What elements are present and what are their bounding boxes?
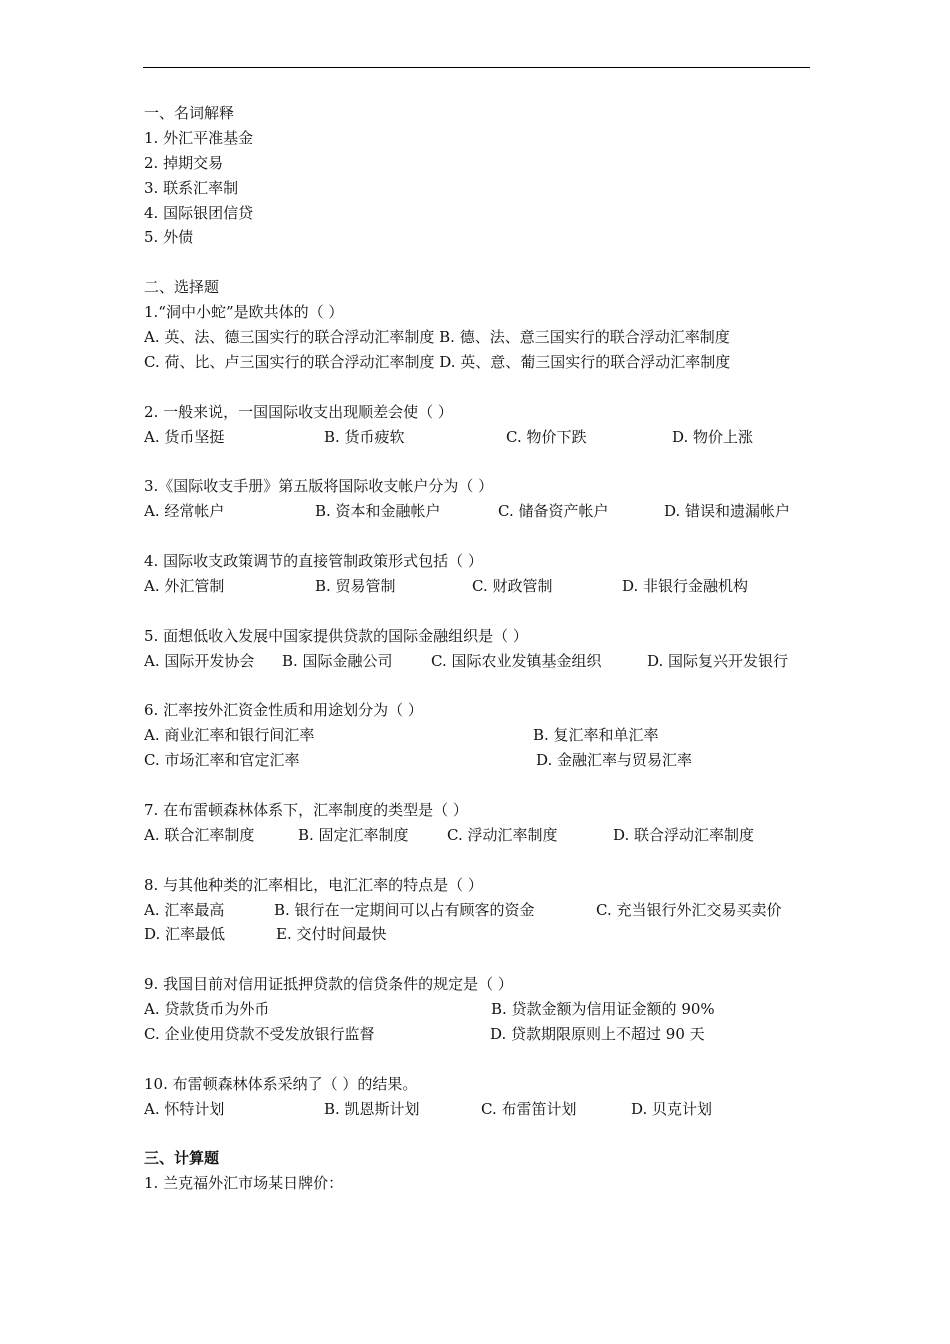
option: C. 充当银行外汇交易买卖价: [596, 900, 782, 919]
option: D. 汇率最低: [144, 925, 226, 944]
question-stem: 4. 国际收支政策调节的直接管制政策形式包括（ ）: [144, 552, 483, 571]
question-stem: 1.“洞中小蛇”是欧共体的（ ）: [144, 303, 344, 322]
option: B. 货币疲软: [324, 427, 405, 446]
option: A. 经常帐户: [144, 502, 225, 521]
term-item: 4. 国际银团信贷: [144, 203, 254, 222]
option: D. 非银行金融机构: [622, 576, 749, 595]
options-row: [144, 499, 824, 524]
term-item: 2. 掉期交易: [144, 153, 224, 172]
question-stem: 6. 汇率按外汇资金性质和用途划分为（ ）: [144, 701, 423, 720]
option: B. 固定汇率制度: [298, 825, 409, 844]
option: B. 贸易管制: [315, 576, 396, 595]
option: A. 外汇管制: [144, 576, 225, 595]
option: C. 浮动汇率制度: [447, 825, 558, 844]
section-heading: 一、名词解释: [144, 104, 235, 122]
option: C. 布雷笛计划: [481, 1099, 577, 1118]
option: A. 怀特计划: [144, 1099, 225, 1118]
option: D. 物价上涨: [672, 427, 754, 446]
option: B. 凯恩斯计划: [324, 1099, 420, 1118]
options-row: [144, 997, 824, 1022]
options-row: [144, 1022, 824, 1047]
section-heading: 三、计算题: [144, 1149, 220, 1168]
option: C. 国际农业发镇基金组织: [431, 651, 602, 670]
option: D. 错误和遗漏帐户: [664, 502, 791, 521]
options-row: [144, 898, 824, 923]
term-item: 5. 外债: [144, 228, 194, 247]
option: D. 贝克计划: [631, 1099, 713, 1118]
header-rule: [143, 67, 810, 68]
option: C. 荷、比、卢三国实行的联合浮动汇率制度 D. 英、意、葡三国实行的联合浮动汇率制度: [144, 352, 731, 371]
question-stem: 9. 我国目前对信用证抵押贷款的信贷条件的规定是（ ）: [144, 975, 513, 994]
option: C. 市场汇率和官定汇率: [144, 751, 300, 770]
question-stem: 8. 与其他种类的汇率相比，电汇汇率的特点是（ ）: [144, 875, 483, 894]
question-stem: 2. 一般来说，一国国际收支出现顺差会使（ ）: [144, 402, 453, 421]
option: B. 资本和金融帐户: [315, 502, 441, 521]
options-row: [144, 574, 824, 599]
option: C. 储备资产帐户: [498, 502, 609, 521]
option: C. 物价下跌: [506, 427, 587, 446]
option: B. 复汇率和单汇率: [533, 726, 659, 745]
options-row: [144, 1097, 824, 1122]
option: B. 贷款金额为信用证金额的 90%: [491, 1000, 715, 1019]
option: A. 贷款货币为外币: [144, 1000, 270, 1019]
option: A. 国际开发协会: [144, 651, 255, 670]
options-row: [144, 325, 824, 350]
option: A. 商业汇率和银行间汇率: [144, 726, 315, 745]
option: C. 企业使用贷款不受发放银行监督: [144, 1024, 375, 1043]
options-row: [144, 922, 824, 947]
options-row: [144, 748, 824, 773]
option: D. 金融汇率与贸易汇率: [536, 751, 693, 770]
document-body: [144, 101, 824, 1196]
option: A. 汇率最高: [144, 900, 225, 919]
section-heading: 二、选择题: [144, 278, 220, 297]
calc-item: 1. 兰克福外汇市场某日牌价：: [144, 1174, 344, 1193]
question-stem: 7. 在布雷顿森林体系下，汇率制度的类型是（ ）: [144, 800, 468, 819]
term-item: 1. 外汇平准基金: [144, 128, 254, 147]
options-row: [144, 823, 824, 848]
options-row: [144, 350, 824, 375]
option: D. 国际复兴开发银行: [647, 651, 789, 670]
options-row: [144, 425, 824, 450]
option: A. 联合汇率制度: [144, 825, 255, 844]
option: B. 国际金融公司: [282, 651, 393, 670]
question-stem: 10. 布雷顿森林体系采纳了（ ）的结果。: [144, 1074, 418, 1093]
options-row: [144, 723, 824, 748]
term-item: 3. 联系汇率制: [144, 178, 239, 197]
options-row: [144, 649, 824, 674]
question-stem: 5. 面想低收入发展中国家提供贷款的国际金融组织是（ ）: [144, 626, 528, 645]
option: D. 联合浮动汇率制度: [613, 825, 755, 844]
option: B. 银行在一定期间可以占有顾客的资金: [274, 900, 535, 919]
option: A. 英、法、德三国实行的联合浮动汇率制度 B. 德、法、意三国实行的联合浮动汇率制度: [144, 328, 730, 347]
question-stem: 3.《国际收支手册》第五版将国际收支帐户分为（ ）: [144, 477, 494, 496]
option: C. 财政管制: [472, 576, 553, 595]
option: D. 贷款期限原则上不超过 90 天: [490, 1024, 705, 1043]
option: E. 交付时间最快: [276, 925, 387, 944]
option: A. 货币坚挺: [144, 427, 225, 446]
